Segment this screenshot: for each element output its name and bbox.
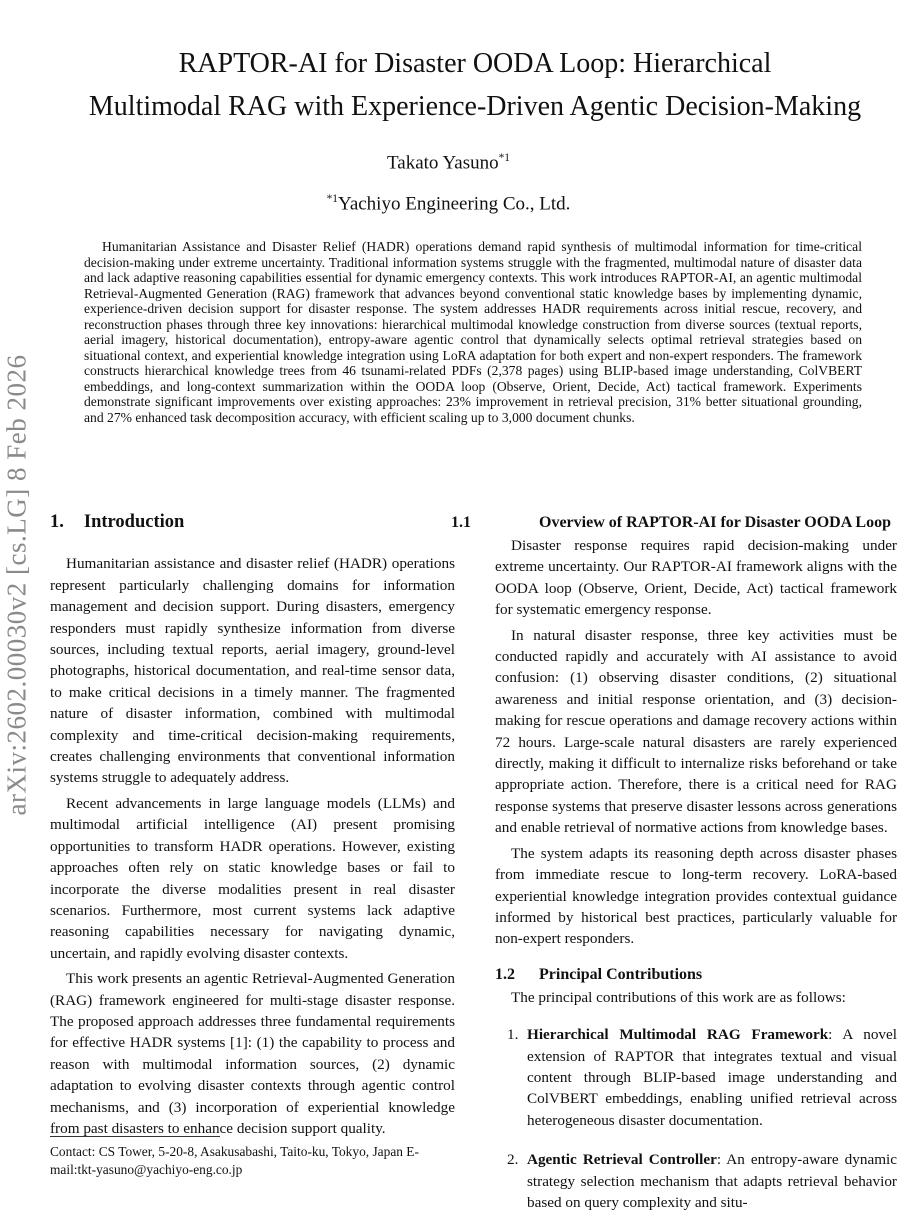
title-line-2: Multimodal RAG with Experience-Driven Agentic Decision-Making (88, 91, 862, 122)
overview-paragraph-2: In natural disaster response, three key activities must be conducted rapidly and accurately with AI assistance to avoid confusion: (1) observing disaster conditions, (2) situational awareness and initial response orientation, and (3) decision-making for rescue operations and damage recovery actions within 72 hours. Large-scale natural disasters are rarely experienced directly, making it difficult to internalize risks beforehand or take appropriate action. Therefore, there is a critical need for RAG response systems that preserve disaster lessons across generations and enable retrieval of normative actions from knowledge bases. (495, 626, 897, 837)
list-item-heading: Agentic Retrieval Controller (527, 1151, 717, 1169)
intro-paragraph-1: Humanitarian assistance and disaster relief (HADR) operations represent particularly challenging domains for information management and decision support. During disasters, emergency responders must rapidly synthesize information from diverse sources, including textual reports, aerial imagery, ground-level photographs, historical documentation, and real-time sensor data, to make critical decisions in a timely manner. The fragmented nature of disaster information, combined with multimodal complexity and time-critical decision-making requirements, creates challenging environments that conventional information systems struggle to adequately address. (50, 555, 455, 787)
left-column (50, 512, 455, 1139)
abstract: Humanitarian Assistance and Disaster Relief (HADR) operations demand rapid synthesis of multimodal information for time-critical decision-making under extreme uncertainty. Traditional information systems struggle with the fragmented, multimodal nature of disaster data and lack adaptive reasoning capabilities essential for dynamic emergency contexts. This work introduces RAPTOR-AI, an agentic multimodal Retrieval-Augmented Generation (RAG) framework that advances beyond conventional static knowledge bases by implementing dynamic, experience-driven decision support for disaster response. The system addresses HADR requirements across initial rescue, recovery, and reconstruction phases through three key innovations: hierarchical multimodal knowledge construction from diverse sources (textual reports, aerial imagery, historical documentation), entropy-aware agentic control that dynamically selects optimal retrieval strategies based on situational context, and experiential knowledge integration using LoRA adaptation for both expert and non-expert responders. The framework constructs hierarchical knowledge trees from 46 tsunami-related PDFs (2,378 pages) using BLIP-based image understanding, ColVBERT embeddings, and long-context summarization within the OODA loop (Observe, Orient, Decide, Act) tactical framework. Experiments demonstrate significant improvements over existing approaches: 23% improvement in retrieval precision, 31% better situational grounding, and 27% enhanced task decomposition accuracy, with efficient scaling up to 3,000 document chunks. (84, 239, 862, 425)
paper-title (40, 42, 897, 128)
subsection-heading-overview (451, 512, 897, 533)
right-column (451, 512, 897, 1231)
footnote-divider (50, 1136, 220, 1137)
subsection-title: Overview of RAPTOR-AI for Disaster OODA Loop (539, 514, 891, 531)
list-item (495, 1149, 897, 1213)
list-item-number: 2. (507, 1151, 519, 1169)
arxiv-identifier-text: arXiv:2602.00030v2 [cs.LG] 8 Feb 2026 (1, 354, 32, 816)
overview-paragraph-3: The system adapts its reasoning depth across disaster phases from immediate rescue to long-term recovery. LoRA-based experiential knowledge integration provides contextual guidance informed by historical best practices, particularly valuable for non-expert responders. (495, 844, 897, 948)
arxiv-identifier (1, 290, 32, 880)
contributions-intro: The principal contributions of this work are as follows: (511, 988, 846, 1006)
list-item-heading: Hierarchical Multimodal RAG Framework (527, 1026, 829, 1044)
author-name: Takato Yasuno (386, 152, 499, 174)
contributions-list (495, 1024, 897, 1213)
section-title: Introduction (83, 512, 185, 532)
author (0, 152, 897, 174)
title-line-1: RAPTOR-AI for Disaster OODA Loop: Hierarchical (178, 48, 772, 79)
list-item-number: 1. (507, 1026, 519, 1044)
section-heading-introduction (50, 512, 455, 533)
author-mark: *1 (498, 152, 510, 164)
list-item-body: : An entropy-aware dynamic strategy selection mechanism that adapts retrieval behavior based on query complexity and situ- (527, 1151, 897, 1211)
affiliation-mark: *1 (326, 193, 338, 205)
overview-paragraph-1: Disaster response requires rapid decision-making under extreme uncertainty. Our RAPTOR-AI framework aligns with the OODA loop (Observe, Orient, Decide, Act) tactical framework for systematic emergency response. (495, 537, 897, 619)
footnote-contact: Contact: CS Tower, 5-20-8, Asakusabashi, Taito-ku, Tokyo, Japan E-mail:tkt-yasuno@yachiyo-eng.co.jp (50, 1144, 419, 1177)
subsection-heading-contributions (495, 964, 897, 985)
subsection-number: 1.1 (451, 514, 471, 531)
intro-paragraph-2: Recent advancements in large language models (LLMs) and multimodal artificial intelligence (AI) present promising opportunities to transform HADR operations. However, existing approaches often rely on static knowledge bases or fail to incorporate the diverse modalities present in real disaster scenarios. Furthermore, most current systems lack adaptive reasoning capabilities necessary for navigating dynamic, uncertain, and rapidly evolving disaster contexts. (50, 794, 455, 962)
subsection-number: 1.2 (495, 965, 515, 983)
affiliation (0, 193, 897, 215)
intro-paragraph-3: This work presents an agentic Retrieval-Augmented Generation (RAG) framework engineered for multi-stage disaster response. The proposed approach addresses three fundamental requirements for effective HADR systems [1]: (1) the capability to process and reason with multimodal information sources, (2) dynamic adaptation to evolving disaster contexts through agentic control mechanisms, and (3) incorporation of experiential knowledge from past disasters to enhance decision support quality. (50, 970, 455, 1137)
section-number: 1. (50, 512, 64, 532)
subsection-title: Principal Contributions (539, 965, 703, 983)
list-item-body: : A novel extension of RAPTOR that integrates textual and visual content through BLIP-based image understanding and ColVBERT embeddings, enabling unified retrieval across heterogeneous disaster documentation. (527, 1026, 897, 1129)
affiliation-name: Yachiyo Engineering Co., Ltd. (338, 193, 571, 215)
list-item (495, 1024, 897, 1131)
